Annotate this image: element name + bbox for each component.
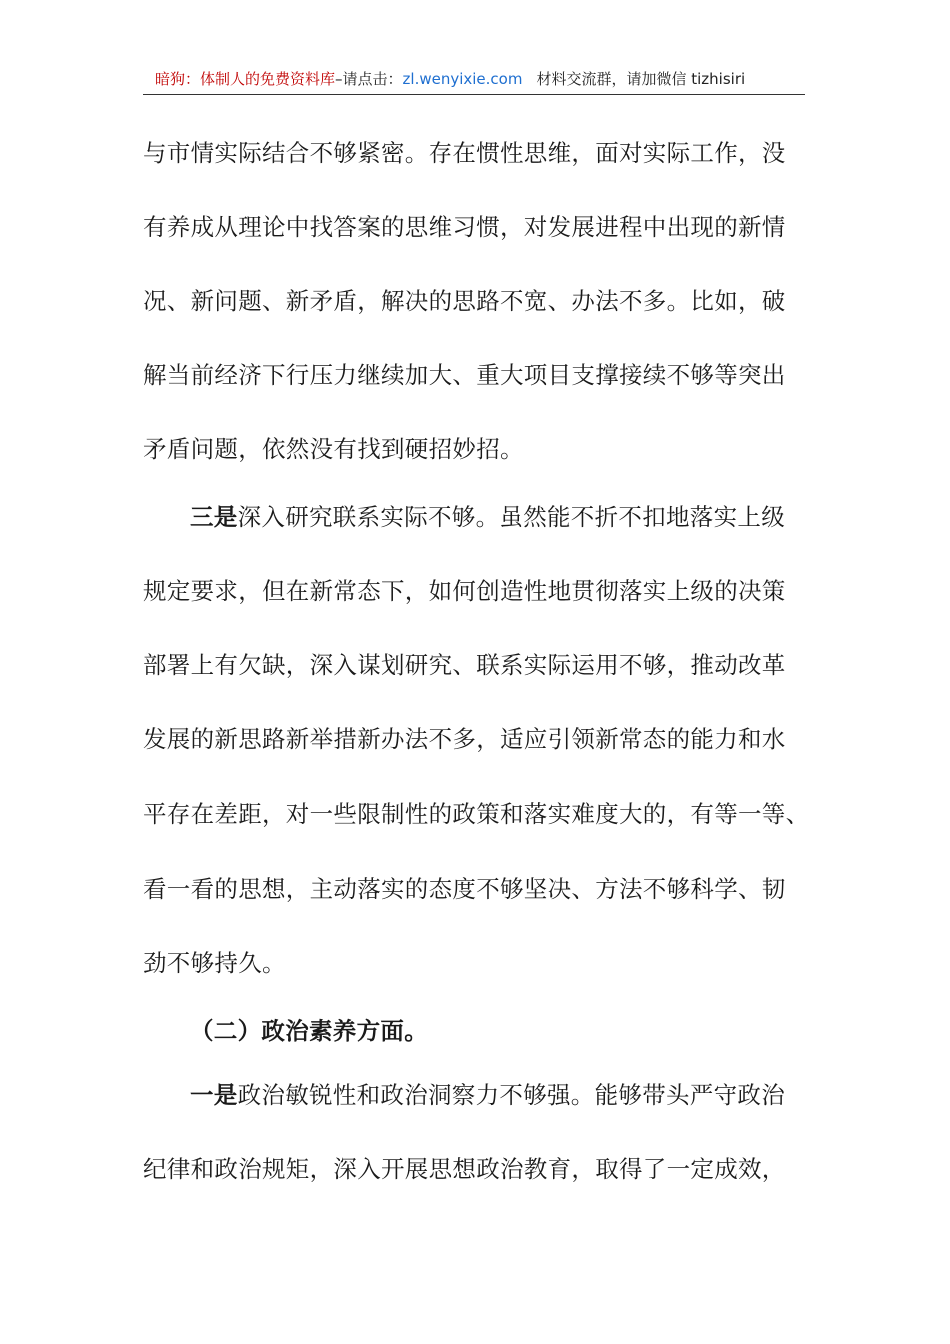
header-link[interactable]: zl.wenyixie.com [402,70,523,88]
body-line: 部署上有欠缺，深入谋划研究、联系实际运用不够，推动改革 [143,651,786,679]
body-line: 发展的新思路新举措新办法不多，适应引领新常态的能力和水 [143,725,786,753]
paragraph-first-line [190,1080,785,1110]
header-wechat-note: 材料交流群，请加微信 tizhisiri [536,70,746,88]
paragraph-first-line [190,502,785,532]
body-line: 况、新问题、新矛盾，解决的思路不宽、办法不多。比如，破 [143,287,786,315]
header-click-prompt: –请点击： [335,70,403,88]
paragraph-lead: 三是 [190,503,238,531]
paragraph-first-line-text: 深入研究联系实际不够。虽然能不折不扣地落实上级 [237,503,786,531]
body-line: 解当前经济下行压力继续加大、重大项目支撑接续不够等突出 [143,361,786,389]
body-line: 与市情实际结合不够紧密。存在惯性思维，面对实际工作，没 [143,139,786,167]
paragraph-first-line-text: 政治敏锐性和政治洞察力不够强。能够带头严守政治 [237,1081,786,1109]
body-line: 规定要求，但在新常态下，如何创造性地贯彻落实上级的决策 [143,577,786,605]
body-line: 劲不够持久。 [143,949,286,977]
paragraph-lead: 一是 [190,1081,238,1109]
body-line: 矛盾问题，依然没有找到硬招妙招。 [143,435,524,463]
body-line: 纪律和政治规矩，深入开展思想政治教育，取得了一定成效， [143,1155,786,1183]
page-header [143,66,805,95]
section-heading: （二）政治素养方面。 [190,1017,428,1045]
body-line: 看一看的思想，主动落实的态度不够坚决、方法不够科学、韧 [143,875,786,903]
body-line: 有养成从理论中找答案的思维习惯，对发展进程中出现的新情 [143,213,786,241]
header-site-name: 暗狗：体制人的免费资料库 [155,70,336,88]
body-line: 平存在差距，对一些限制性的政策和落实难度大的，有等一等、 [143,800,810,828]
